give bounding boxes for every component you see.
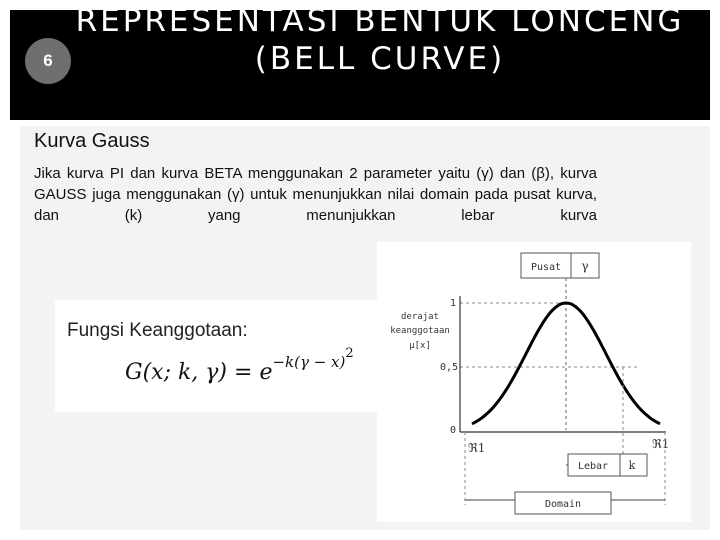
- tick-05: 0,5: [439, 362, 458, 373]
- r1-right-label: ℜ1: [652, 437, 670, 451]
- section-heading: Kurva Gauss: [34, 130, 150, 152]
- formula-exponent: −k(γ − x): [272, 353, 346, 371]
- r1-left-label: ℜ1: [468, 441, 486, 455]
- lebar-label: Lebar: [577, 461, 609, 472]
- domain-label: Domain: [544, 499, 582, 510]
- tick-1: 1: [449, 298, 456, 309]
- pusat-label: Pusat: [530, 262, 562, 273]
- y-axis-label-line1: derajat: [401, 312, 439, 322]
- slide-title-line1: REPRESENTASI BENTUK LONCENG: [75, 3, 685, 39]
- tick-0: 0: [449, 425, 456, 436]
- formula-lhs: G(x; k, γ) = e: [125, 360, 273, 385]
- body-paragraph: Jika kurva PI dan kurva BETA menggunakan 2 parameter yaitu (γ) dan (β), kurva GAUSS juga menggunakan (γ) untuk menunjukkan nilai domain pada pusat kurva, dan (k) yang menunjukkan lebar kurva: [34, 165, 597, 224]
- formula-power: 2: [345, 346, 354, 361]
- formula-label: Fungsi Keanggotaan:: [67, 320, 248, 341]
- gamma-label: γ: [581, 259, 589, 273]
- slide-title-line2: (BELL CURVE): [254, 41, 506, 77]
- y-axis-label-line2: keanggotaan: [390, 326, 450, 336]
- slide-number-badge: 6: [25, 38, 71, 84]
- y-axis-label-line3: μ[x]: [409, 341, 431, 351]
- k-label: k: [628, 459, 636, 472]
